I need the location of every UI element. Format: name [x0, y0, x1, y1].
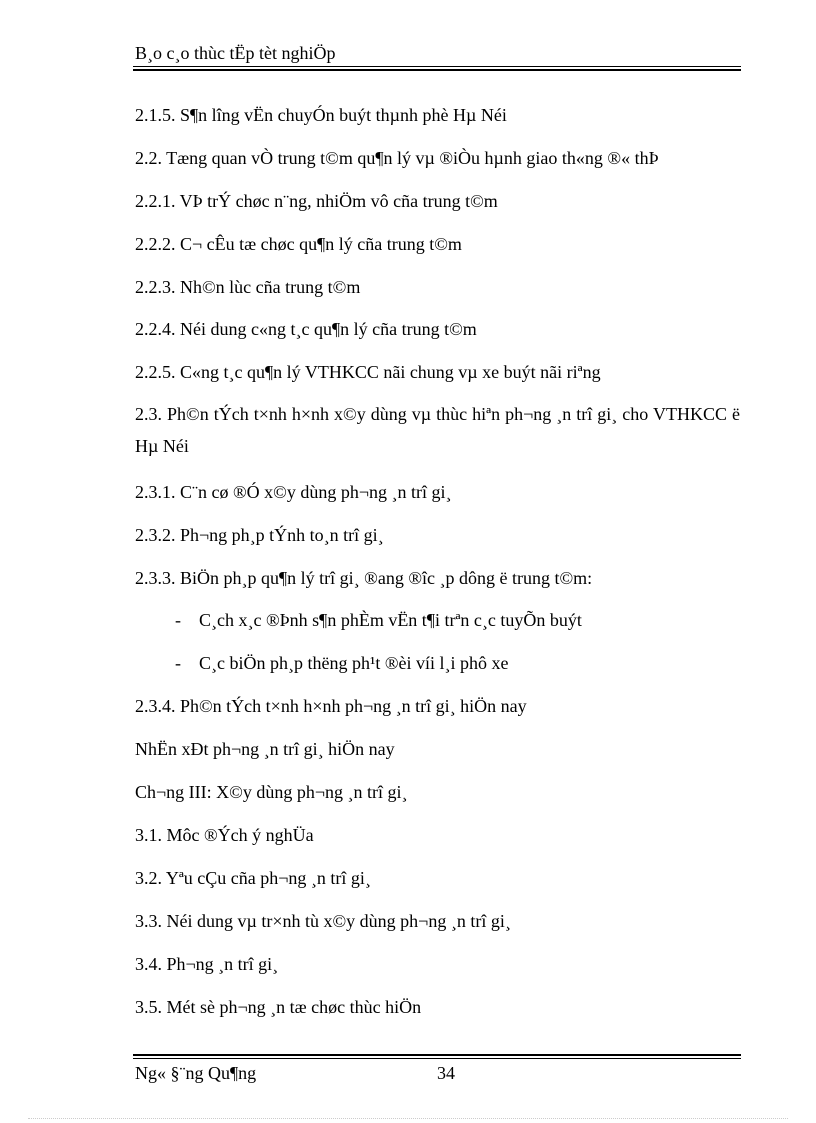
- toc-entry: 3.3. Néi dung vµ tr×nh tù x©y dùng ph¬ng ¸n trî gi¸: [135, 911, 511, 931]
- toc-entry: 2.2. Tæng quan vÒ trung t©m qu¶n lý vµ ®iÒu hµnh giao th«ng ®« thÞ: [135, 148, 659, 168]
- toc-chapter-heading: Ch¬ng III: X©y dùng ph¬ng ¸n trî gi¸: [135, 782, 408, 802]
- toc-entry: 2.2.3. Nh©n lùc cña trung t©m: [135, 277, 361, 297]
- bullet-text: C¸ch x¸c ®Þnh s¶n phÈm vËn t¶i trªn c¸c tuyÕn buýt: [199, 610, 582, 630]
- footer-author: Ng« §¨ng Qu¶ng: [135, 1063, 257, 1083]
- toc-bullet-item: [175, 609, 582, 631]
- page-edge-dots: [28, 1118, 788, 1119]
- toc-entry: 3.2. Yªu cÇu cña ph¬ng ¸n trî gi¸: [135, 868, 371, 888]
- bullet-dash: -: [175, 610, 181, 630]
- toc-entry: 2.2.4. Néi dung c«ng t¸c qu¶n lý cña trung t©m: [135, 319, 477, 339]
- toc-entry-wrapped: 2.3. Ph©n tÝch t×nh h×nh x©y dùng vµ thùc hiªn ph¬ng ¸n trî gi¸ cho VTHKCC ë Hµ Néi: [135, 404, 740, 456]
- toc-entry: 2.2.1. VÞ trÝ chøc n¨ng, nhiÖm vô cña trung t©m: [135, 191, 498, 211]
- footer-rule-top: [133, 1054, 741, 1056]
- toc-entry: 3.4. Ph¬ng ¸n trî gi¸: [135, 954, 279, 974]
- toc-entry: NhËn xÐt ph¬ng ¸n trî gi¸ hiÖn nay: [135, 739, 395, 759]
- toc-bullet-item: [175, 652, 509, 674]
- toc-entry: 2.3.2. Ph¬ng ph¸p tÝnh to¸n trî gi¸: [135, 525, 384, 545]
- bullet-text: C¸c biÖn ph¸p thëng ph¹t ®èi víi l¸i phô xe: [199, 653, 509, 673]
- running-header: B¸o c¸o thùc tËp tèt nghiÖp: [135, 43, 336, 63]
- toc-entry: 2.1.5. S¶n lîng vËn chuyÓn buýt thµnh phè Hµ Néi: [135, 105, 507, 125]
- header-rule-bottom: [133, 69, 741, 71]
- toc-entry: 2.3.1. C¨n cø ®Ó x©y dùng ph¬ng ¸n trî gi¸: [135, 482, 452, 502]
- toc-entry: 2.2.2. C¬ cÊu tæ chøc qu¶n lý cña trung t©m: [135, 234, 462, 254]
- toc-entry: 2.2.5. C«ng t¸c qu¶n lý VTHKCC nãi chung vµ xe buýt nãi riªng: [135, 362, 601, 382]
- page-number: 34: [437, 1063, 455, 1083]
- toc-entry: 2.3.3. BiÖn ph¸p qu¶n lý trî gi¸ ®ang ®îc ¸p dông ë trung t©m:: [135, 568, 593, 588]
- toc-entry: 2.3.4. Ph©n tÝch t×nh h×nh ph¬ng ¸n trî gi¸ hiÖn nay: [135, 696, 527, 716]
- toc-entry: 3.5. Mét sè ph¬ng ¸n tæ chøc thùc hiÖn: [135, 997, 422, 1017]
- bullet-dash: -: [175, 653, 181, 673]
- header-rule-top: [133, 66, 741, 67]
- toc-entry: 3.1. Môc ®Ých ý nghÜa: [135, 825, 314, 845]
- footer-rule-bottom: [133, 1058, 741, 1059]
